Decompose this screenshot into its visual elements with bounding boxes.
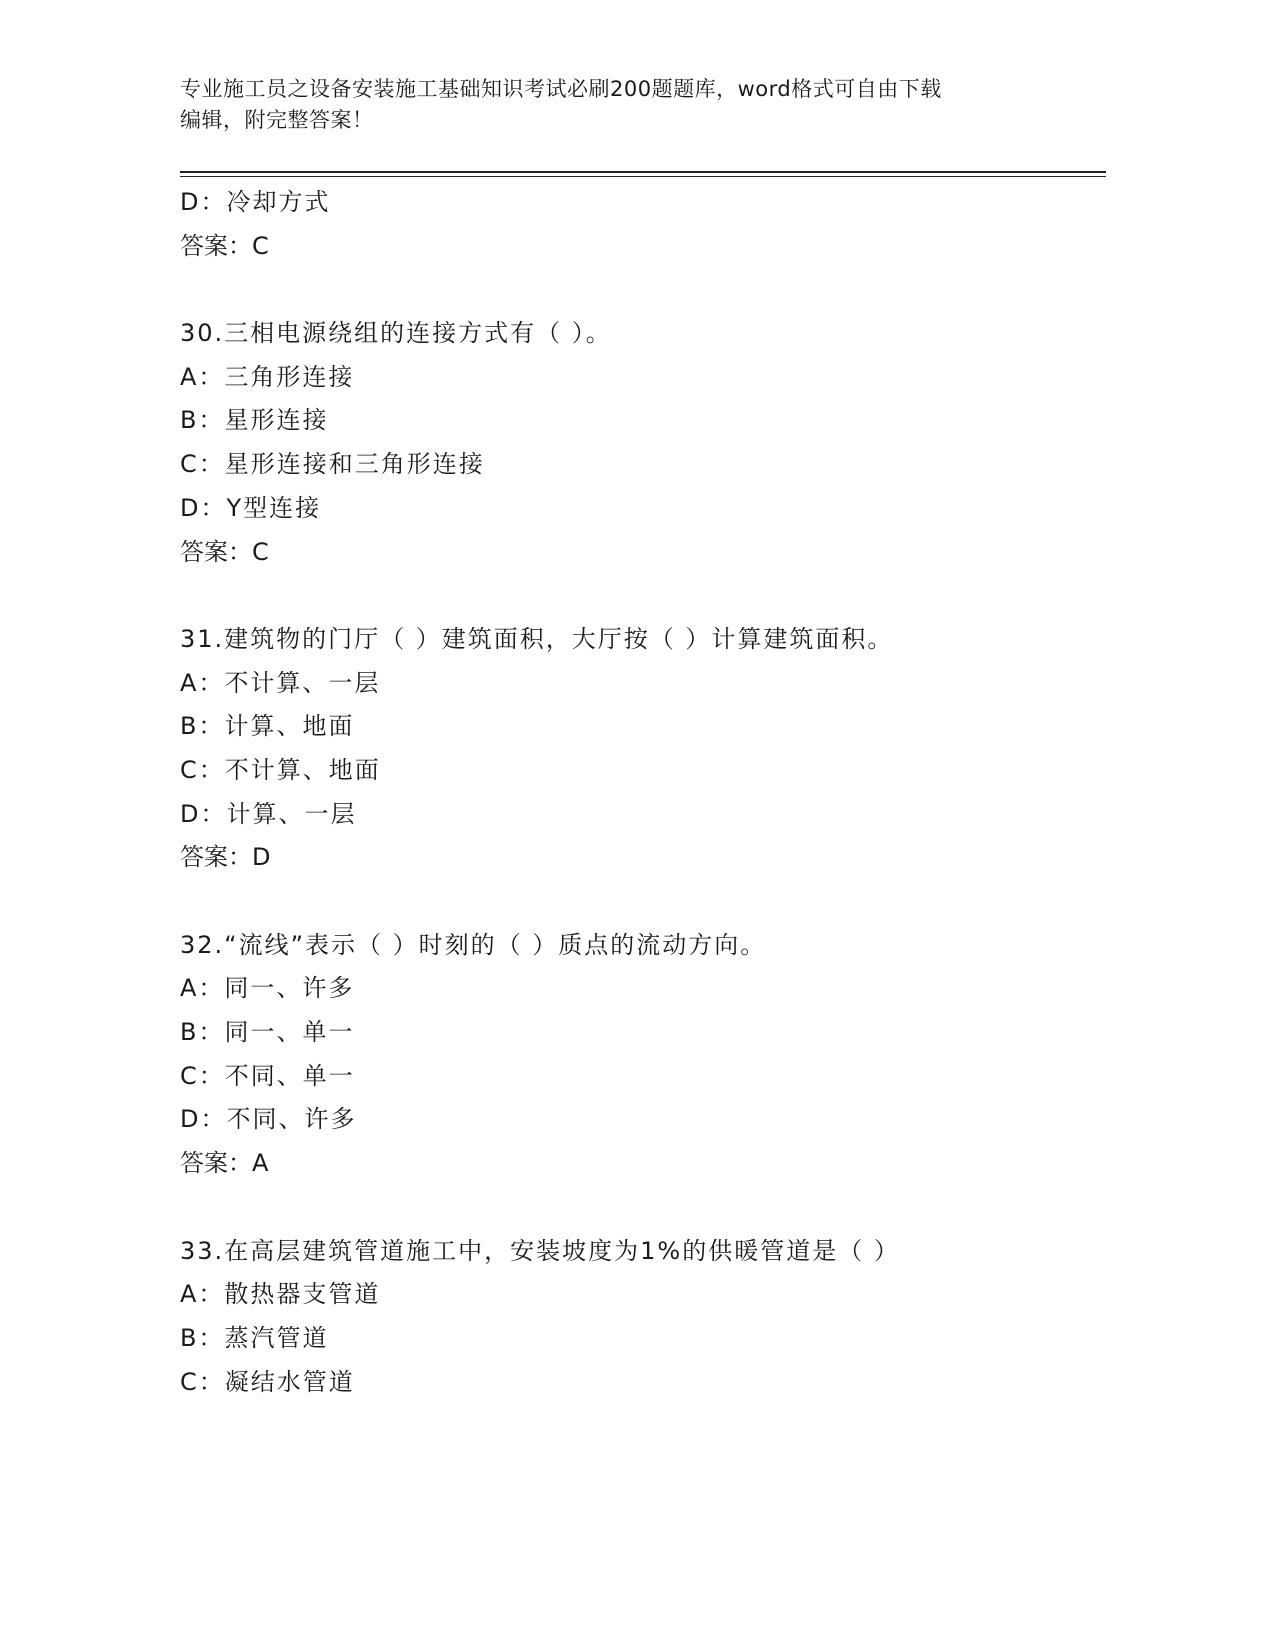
question-stem: 30.三相电源绕组的连接方式有（ ）。	[180, 319, 612, 348]
option-c: C：不同、单一	[180, 1061, 355, 1090]
question-list	[180, 181, 1120, 1404]
option-d: D：Y型连接	[180, 493, 322, 522]
option-a: A：同一、许多	[180, 974, 355, 1003]
header-line-2: 编辑，附完整答案！	[180, 108, 374, 132]
option-b: B：计算、地面	[180, 712, 355, 741]
option-c: C：不计算、地面	[180, 755, 381, 784]
option-c: C：星形连接和三角形连接	[180, 450, 485, 479]
answer-line: 答案：C	[180, 537, 269, 566]
question-stem: 33.在高层建筑管道施工中，安装坡度为1%的供暖管道是（ ）	[180, 1236, 900, 1265]
option-a: A：三角形连接	[180, 362, 355, 391]
spacer	[180, 880, 1120, 924]
answer-line: 答案：A	[180, 1149, 269, 1178]
option-d: D：计算、一层	[180, 799, 357, 828]
option-b: B：蒸汽管道	[180, 1323, 329, 1352]
answer-line: 答案：D	[180, 843, 271, 872]
spacer	[180, 574, 1120, 618]
header-rule-thin	[180, 176, 1106, 177]
option-b: B：星形连接	[180, 406, 329, 435]
question-stem: 31.建筑物的门厅（ ）建筑面积，大厅按（ ）计算建筑面积。	[180, 624, 894, 653]
option-b: B：同一、单一	[180, 1018, 355, 1047]
option-a: A：散热器支管道	[180, 1280, 381, 1309]
option-a: A：不计算、一层	[180, 668, 381, 697]
spacer	[180, 1186, 1120, 1230]
option-d: D：不同、许多	[180, 1105, 357, 1134]
document-header	[180, 74, 1060, 136]
spacer	[180, 268, 1120, 312]
answer-line: 答案：C	[180, 231, 269, 260]
question-stem: 32.“流线”表示（ ）时刻的（ ）质点的流动方向。	[180, 930, 767, 959]
option-d: D：冷却方式	[180, 188, 331, 216]
header-rule-thick	[180, 171, 1106, 173]
header-line-1: 专业施工员之设备安装施工基础知识考试必刷200题题库，word格式可自由下载	[180, 77, 942, 101]
option-c: C：凝结水管道	[180, 1367, 355, 1396]
